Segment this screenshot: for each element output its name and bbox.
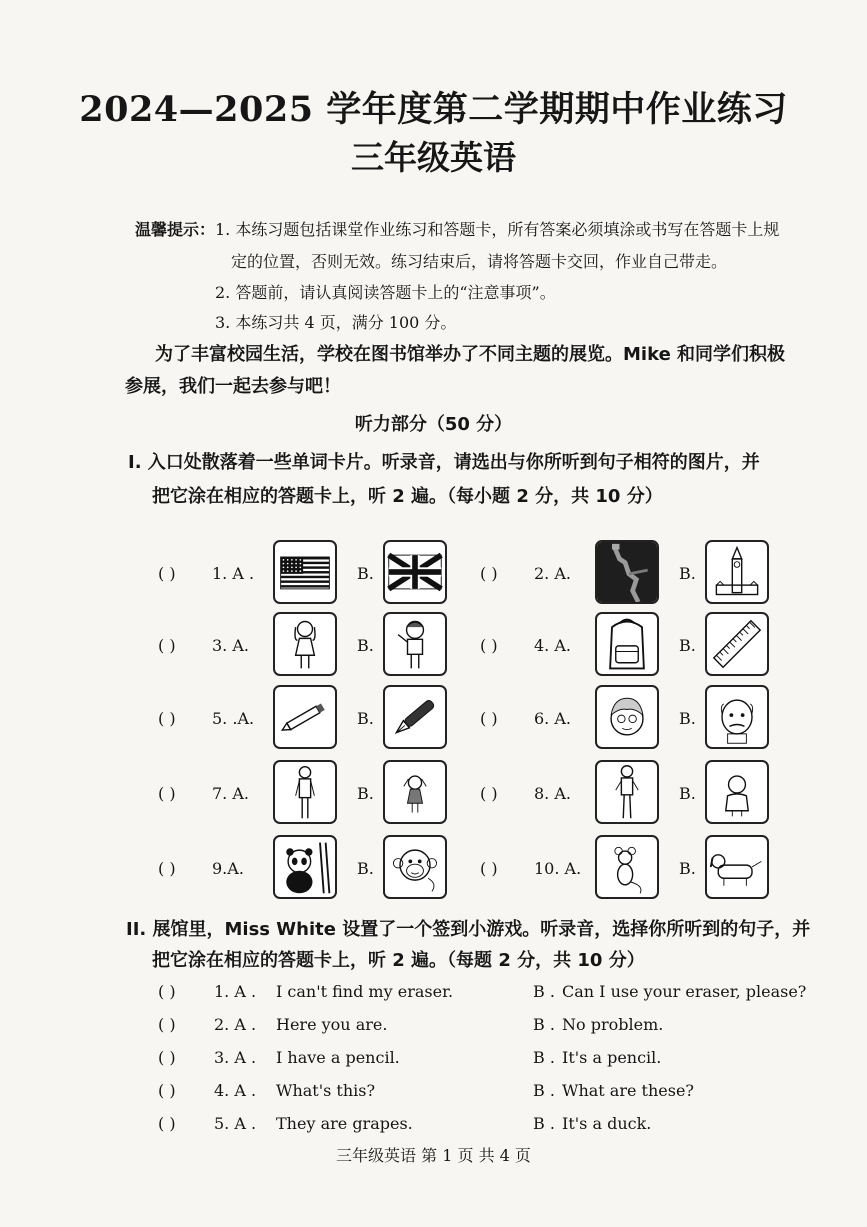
answer-blank[interactable]: ( ) xyxy=(158,1081,176,1100)
question-number: 1. A . xyxy=(214,982,257,1001)
exam-title: 2024—2025 学年度第二学期期中作业练习 xyxy=(79,89,788,130)
question-number: 4. A. xyxy=(534,636,571,655)
option-a-text[interactable]: What's this? xyxy=(276,1081,376,1100)
question-number: 3. A. xyxy=(212,636,249,655)
monkey-icon[interactable] xyxy=(383,835,447,899)
option-b-label: B . xyxy=(533,1114,555,1133)
ruler-icon[interactable] xyxy=(705,612,769,676)
question-number: 4. A . xyxy=(214,1081,257,1100)
option-b-label: B. xyxy=(357,784,374,803)
option-b-label: B. xyxy=(679,859,696,878)
panda-icon[interactable] xyxy=(273,835,337,899)
dog-icon[interactable] xyxy=(705,835,769,899)
girl-icon[interactable] xyxy=(273,612,337,676)
pencil-icon[interactable] xyxy=(273,685,337,749)
option-b-label: B. xyxy=(357,564,374,583)
big-ben-icon[interactable] xyxy=(705,540,769,604)
part1-heading: Ⅰ. 入口处散落着一些单词卡片。听录音，请选出与你所听到句子相符的图片，并 xyxy=(128,452,760,473)
page-footer: 三年级英语 第 1 页 共 4 页 xyxy=(336,1146,531,1165)
option-a-text[interactable]: Here you are. xyxy=(276,1015,388,1034)
answer-blank[interactable]: ( ) xyxy=(158,636,176,655)
part2-heading: 把它涂在相应的答题卡上，听 2 遍。（每题 2 分，共 10 分） xyxy=(152,950,645,971)
answer-blank[interactable]: ( ) xyxy=(480,784,498,803)
tip-line: 1. 本练习题包括课堂作业练习和答题卡，所有答案必须填涂或书写在答题卡上规 xyxy=(215,220,780,239)
option-a-text[interactable]: I can't find my eraser. xyxy=(276,982,454,1001)
answer-blank[interactable]: ( ) xyxy=(480,859,498,878)
mouse-icon[interactable] xyxy=(595,835,659,899)
question-number: 3. A . xyxy=(214,1048,257,1067)
answer-blank[interactable]: ( ) xyxy=(158,709,176,728)
option-b-label: B. xyxy=(357,636,374,655)
tip-line: 2. 答题前，请认真阅读答题卡上的“注意事项”。 xyxy=(215,283,556,302)
answer-blank[interactable]: ( ) xyxy=(480,709,498,728)
question-number: 2. A. xyxy=(534,564,571,583)
option-b-label: B. xyxy=(679,784,696,803)
schoolbag-icon[interactable] xyxy=(595,612,659,676)
listening-section-header: 听力部分（50 分） xyxy=(354,414,513,435)
short-boy-icon[interactable] xyxy=(705,760,769,824)
man-icon[interactable] xyxy=(273,760,337,824)
answer-blank[interactable]: ( ) xyxy=(158,982,176,1001)
option-b-label: B. xyxy=(357,709,374,728)
part2-heading: II. 展馆里，Miss White 设置了一个签到小游戏。听录音，选择你所听到的句子，并 xyxy=(126,919,811,940)
us-flag-icon[interactable] xyxy=(273,540,337,604)
question-number: 8. A. xyxy=(534,784,571,803)
tips-label: 温馨提示： xyxy=(135,220,216,239)
answer-blank[interactable]: ( ) xyxy=(158,1048,176,1067)
answer-blank[interactable]: ( ) xyxy=(480,564,498,583)
option-b-label: B . xyxy=(533,982,555,1001)
great-wall-icon[interactable] xyxy=(595,540,659,604)
option-b-label: B . xyxy=(533,1048,555,1067)
option-b-label: B . xyxy=(533,1015,555,1034)
question-number: 10. A. xyxy=(534,859,582,878)
uk-flag-icon[interactable] xyxy=(383,540,447,604)
question-number: 7. A. xyxy=(212,784,249,803)
option-b-label: B. xyxy=(679,709,696,728)
option-a-text[interactable]: They are grapes. xyxy=(276,1114,413,1133)
option-b-label: B. xyxy=(679,636,696,655)
answer-blank[interactable]: ( ) xyxy=(158,784,176,803)
grandma-icon[interactable] xyxy=(595,685,659,749)
option-a-text[interactable]: I have a pencil. xyxy=(276,1048,400,1067)
answer-blank[interactable]: ( ) xyxy=(158,1114,176,1133)
pen-icon[interactable] xyxy=(383,685,447,749)
question-number: 6. A. xyxy=(534,709,571,728)
question-number: 5. A . xyxy=(214,1114,257,1133)
grandpa-icon[interactable] xyxy=(705,685,769,749)
option-b-label: B. xyxy=(679,564,696,583)
option-b-text[interactable]: It's a pencil. xyxy=(562,1048,662,1067)
intro-text: 为了丰富校园生活，学校在图书馆举办了不同主题的展览。Mike 和同学们积极 xyxy=(155,344,786,365)
intro-text: 参展，我们一起去参与吧！ xyxy=(125,376,341,397)
option-b-text[interactable]: No problem. xyxy=(562,1015,664,1034)
boy-icon[interactable] xyxy=(383,612,447,676)
answer-blank[interactable]: ( ) xyxy=(480,636,498,655)
answer-blank[interactable]: ( ) xyxy=(158,859,176,878)
question-number: 2. A . xyxy=(214,1015,257,1034)
question-number: 1. A . xyxy=(212,564,255,583)
question-number: 9.A. xyxy=(212,859,244,878)
answer-blank[interactable]: ( ) xyxy=(158,564,176,583)
option-b-text[interactable]: Can I use your eraser, please? xyxy=(562,982,807,1001)
option-b-text[interactable]: It's a duck. xyxy=(562,1114,652,1133)
tall-boy-icon[interactable] xyxy=(595,760,659,824)
exam-subtitle: 三年级英语 xyxy=(351,138,516,177)
tip-line: 3. 本练习共 4 页，满分 100 分。 xyxy=(215,313,457,332)
option-b-text[interactable]: What are these? xyxy=(562,1081,695,1100)
tip-line: 定的位置，否则无效。练习结束后，请将答题卡交回，作业自己带走。 xyxy=(231,252,728,271)
question-number: 5. .A. xyxy=(212,709,255,728)
answer-blank[interactable]: ( ) xyxy=(158,1015,176,1034)
small-girl-icon[interactable] xyxy=(383,760,447,824)
option-b-label: B. xyxy=(357,859,374,878)
option-b-label: B . xyxy=(533,1081,555,1100)
part1-heading: 把它涂在相应的答题卡上，听 2 遍。（每小题 2 分，共 10 分） xyxy=(152,486,663,507)
